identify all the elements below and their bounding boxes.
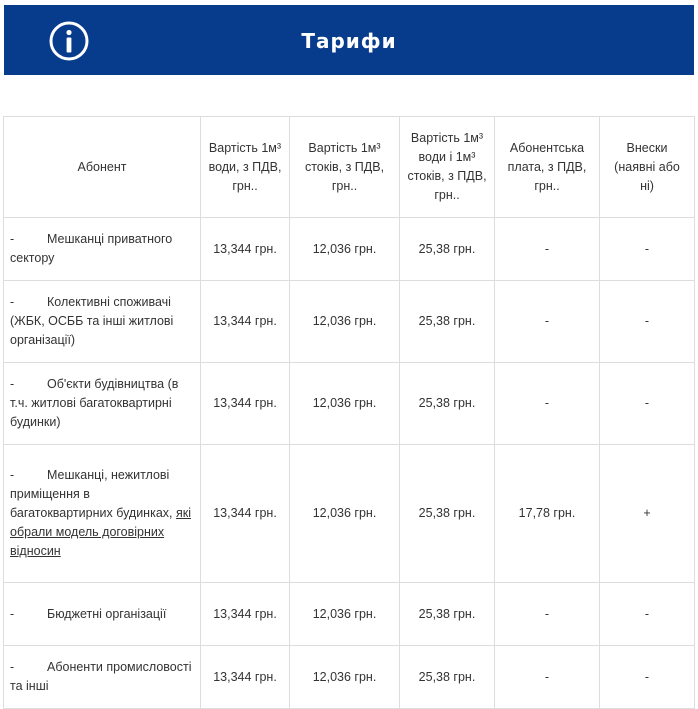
subscription-fee-cell: - <box>495 646 600 709</box>
contributions-cell: - <box>600 218 695 281</box>
page-title: Тарифи <box>301 29 397 53</box>
column-header-total-price: Вартість 1м³ води і 1м³ стоків, з ПДВ, грн.. <box>400 117 495 218</box>
sewage-price-cell: 12,036 грн. <box>290 281 400 363</box>
contributions-cell: - <box>600 646 695 709</box>
water-price-cell: 13,344 грн. <box>201 583 290 646</box>
page-banner <box>4 5 694 75</box>
subscriber-name: Мешканці, нежитлові приміщення в багатоквартирних будинках, <box>10 468 176 520</box>
column-header-subscription-fee: Абонентська плата, з ПДВ, грн.. <box>495 117 600 218</box>
subscriber-name: Мешканці приватного сектору <box>10 232 173 265</box>
contributions-cell: - <box>600 281 695 363</box>
subscriber-cell <box>4 583 201 646</box>
subscriber-name: Абоненти промисловості та інші <box>10 660 192 693</box>
table-row <box>4 646 695 709</box>
list-dash: - <box>10 606 15 621</box>
subscription-fee-cell: - <box>495 281 600 363</box>
subscriber-cell <box>4 363 201 445</box>
water-price-cell: 13,344 грн. <box>201 646 290 709</box>
total-price-cell: 25,38 грн. <box>400 218 495 281</box>
sewage-price-cell: 12,036 грн. <box>290 583 400 646</box>
total-price-cell: 25,38 грн. <box>400 646 495 709</box>
sewage-price-cell: 12,036 грн. <box>290 646 400 709</box>
sewage-price-cell: 12,036 грн. <box>290 445 400 583</box>
sewage-price-cell: 12,036 грн. <box>290 363 400 445</box>
subscriber-cell <box>4 646 201 709</box>
list-dash: - <box>10 295 15 309</box>
total-price-cell: 25,38 грн. <box>400 281 495 363</box>
contributions-cell: - <box>600 583 695 646</box>
subscription-fee-cell: - <box>495 363 600 445</box>
contributions-cell: + <box>600 445 695 583</box>
table-header-row <box>4 117 695 218</box>
total-price-cell: 25,38 грн. <box>400 363 495 445</box>
column-header-water-price: Вартість 1м³ води, з ПДВ, грн.. <box>201 117 290 218</box>
subscription-fee-cell: - <box>495 583 600 646</box>
subscription-fee-cell: - <box>495 218 600 281</box>
subscriber-cell <box>4 445 201 583</box>
table-row <box>4 583 695 646</box>
subscriber-cell <box>4 218 201 281</box>
total-price-cell: 25,38 грн. <box>400 583 495 646</box>
subscriber-name: Колективні споживачі (ЖБК, ОСББ та інші житлові організації) <box>10 295 174 347</box>
contributions-cell: - <box>600 363 695 445</box>
table-row <box>4 363 695 445</box>
subscriber-name: Бюджетні організації <box>47 606 167 621</box>
subscriber-cell <box>4 281 201 363</box>
column-header-sewage-price: Вартість 1м³ стоків, з ПДВ, грн.. <box>290 117 400 218</box>
water-price-cell: 13,344 грн. <box>201 445 290 583</box>
list-dash: - <box>10 377 15 391</box>
contract-model-link[interactable]: які обрали модель договірних відносин <box>10 506 191 558</box>
list-dash: - <box>10 660 15 674</box>
table-row <box>4 445 695 583</box>
table-row <box>4 218 695 281</box>
sewage-price-cell: 12,036 грн. <box>290 218 400 281</box>
list-dash: - <box>10 232 15 246</box>
total-price-cell: 25,38 грн. <box>400 445 495 583</box>
column-header-subscriber: Абонент <box>4 117 201 218</box>
list-dash: - <box>10 468 15 482</box>
subscriber-name: Об'єкти будівництва (в т.ч. житлові багатоквартирні будинки) <box>10 377 179 429</box>
water-price-cell: 13,344 грн. <box>201 363 290 445</box>
subscription-fee-cell: 17,78 грн. <box>495 445 600 583</box>
table-row <box>4 281 695 363</box>
water-price-cell: 13,344 грн. <box>201 218 290 281</box>
water-price-cell: 13,344 грн. <box>201 281 290 363</box>
tariffs-table <box>3 116 695 709</box>
column-header-contributions: Внески (наявні або ні) <box>600 117 695 218</box>
